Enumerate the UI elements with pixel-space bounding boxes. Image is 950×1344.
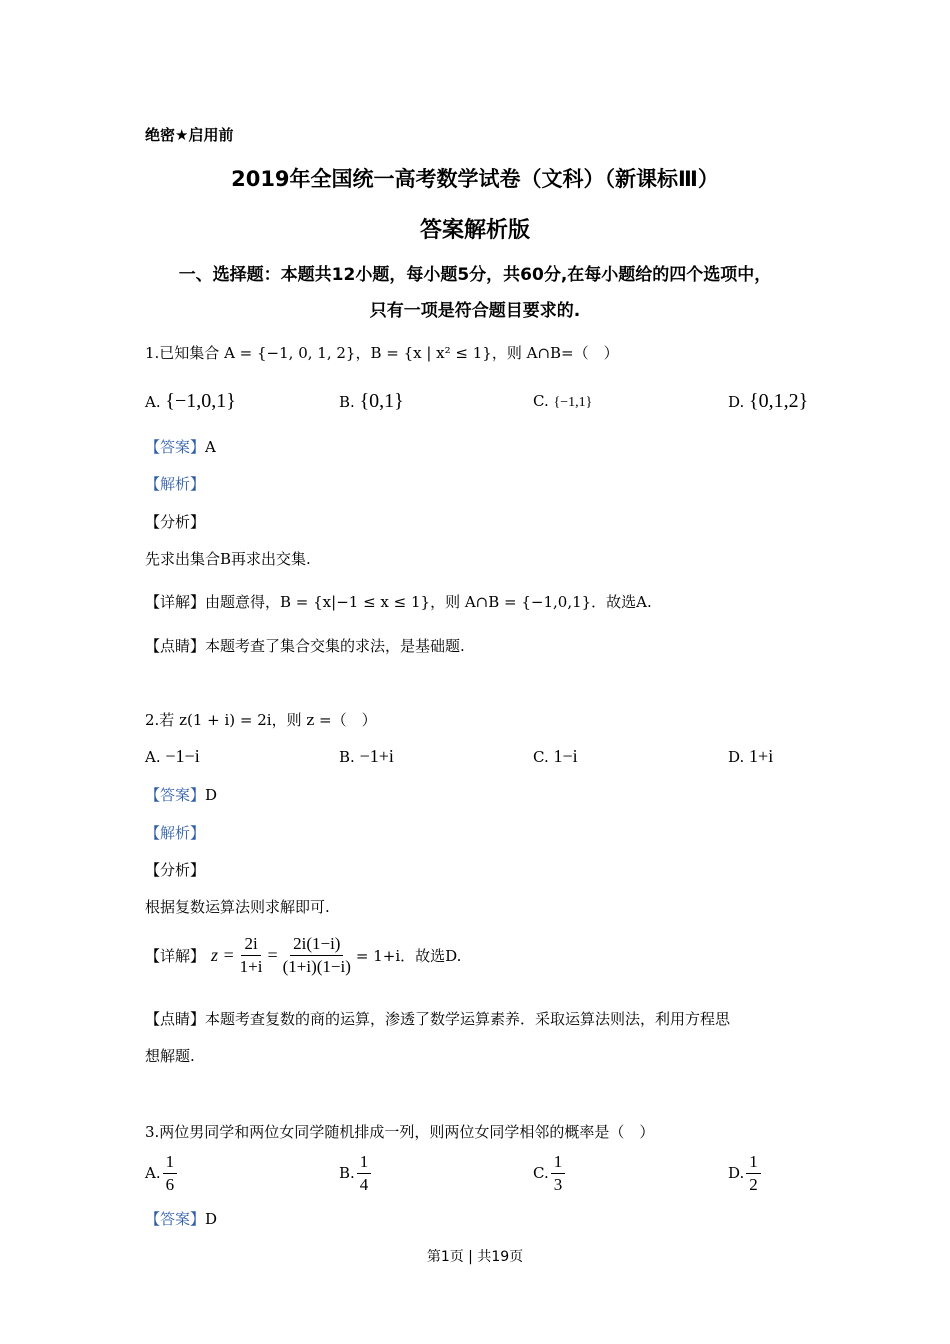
q3-option-a — [145, 1152, 179, 1194]
q3-option-c — [533, 1152, 567, 1194]
fraction-numerator: 1 — [551, 1152, 566, 1174]
answer-value: A — [205, 438, 216, 456]
dianjing-tag: 【点睛】 — [145, 1010, 206, 1028]
option-value: {−1,1} — [553, 395, 593, 410]
q3-stem: 3.两位男同学和两位女同学随机排成一列，则两位女同学相邻的概率是（ ） — [145, 1123, 655, 1141]
dianjing-text: 本题考查复数的商的运算，渗透了数学运算素养．采取运算法则法，利用方程思 — [205, 1010, 731, 1028]
option-label: D. — [728, 748, 745, 766]
option-fraction — [357, 1152, 372, 1194]
answer-tag: 【答案】 — [145, 786, 206, 804]
secret-label: 绝密★启用前 — [145, 126, 234, 144]
answer-tag: 【答案】 — [145, 1210, 206, 1228]
xiangjie-lhs: z = — [211, 944, 235, 965]
fraction-denominator: 1+i — [239, 956, 263, 976]
answer-value: D — [205, 1210, 218, 1228]
option-value: {0,1,2} — [749, 390, 809, 412]
option-label: B. — [339, 1164, 355, 1183]
q1-option-b — [339, 390, 404, 413]
q2-dianjing — [145, 1008, 730, 1029]
option-label: C. — [533, 392, 549, 410]
option-value: −1+i — [359, 746, 394, 766]
q3-answer — [145, 1208, 217, 1229]
q1-jiexi-tag: 【解析】 — [145, 475, 206, 493]
fraction-numerator: 2i — [241, 934, 260, 956]
q1-option-c — [533, 392, 592, 411]
exam-subtitle: 答案解析版 — [419, 218, 530, 243]
option-value: −1−i — [165, 746, 200, 766]
q2-option-c — [533, 746, 578, 767]
q2-option-b — [339, 746, 394, 767]
fraction-numerator: 1 — [163, 1152, 178, 1174]
q2-xiangjie — [145, 934, 461, 976]
answer-tag: 【答案】 — [145, 438, 206, 456]
fraction-numerator: 2i(1−i) — [290, 934, 343, 956]
q1-xiangjie — [145, 591, 652, 612]
fraction-numerator: 1 — [357, 1152, 372, 1174]
q2-fenxi-text: 根据复数运算法则求解即可. — [145, 898, 330, 916]
section-heading-line1: 一、选择题：本题共12小题，每小题5分，共60分,在每小题给的四个选项中， — [178, 265, 772, 285]
fraction-2i-over-1plusi — [237, 934, 266, 976]
fraction-denominator: (1+i)(1−i) — [282, 956, 351, 976]
option-label: A. — [145, 1164, 161, 1183]
option-value: 1−i — [553, 746, 578, 766]
option-label: C. — [533, 1164, 549, 1183]
xiangjie-rhs: = 1+i．故选D. — [355, 946, 462, 965]
section-heading-line2: 只有一项是符合题目要求的. — [369, 301, 581, 321]
xiangjie-tag: 【详解】 — [145, 593, 206, 611]
option-label: D. — [728, 1164, 745, 1183]
option-fraction — [746, 1152, 761, 1194]
xiangjie-text: 由题意得，B = {x|−1 ≤ x ≤ 1}，则 A∩B = {−1,0,1}．故选A. — [205, 593, 652, 611]
q1-option-a — [145, 390, 236, 413]
fraction-denominator: 3 — [553, 1174, 563, 1194]
q2-dianjing-cont: 想解题. — [145, 1047, 195, 1065]
fraction-numerator: 1 — [746, 1152, 761, 1174]
option-value: {−1,0,1} — [165, 390, 236, 412]
q2-answer — [145, 784, 217, 805]
dianjing-tag: 【点睛】 — [145, 637, 206, 655]
q2-option-a — [145, 746, 200, 767]
option-label: C. — [533, 748, 549, 766]
fraction-denominator: 6 — [165, 1174, 175, 1194]
dianjing-text: 本题考查了集合交集的求法，是基础题. — [205, 637, 465, 655]
equals-sign: = — [267, 944, 278, 965]
xiangjie-tag: 【详解】 — [145, 946, 206, 965]
q1-fenxi-tag: 【分析】 — [145, 513, 206, 531]
option-label: A. — [145, 748, 161, 766]
q2-stem: 2.若 z(1 + i) = 2i，则 z =（ ） — [145, 711, 377, 729]
option-label: B. — [339, 748, 355, 766]
option-label: A. — [145, 393, 161, 411]
q1-fenxi-text: 先求出集合B再求出交集. — [145, 550, 311, 568]
option-label: D. — [728, 393, 745, 411]
option-fraction — [551, 1152, 566, 1194]
option-label: B. — [339, 393, 355, 411]
q1-answer — [145, 436, 216, 457]
fraction-denominator: 2 — [749, 1174, 758, 1194]
option-fraction — [163, 1152, 178, 1194]
fraction-expanded — [280, 934, 354, 976]
q3-option-d — [728, 1152, 763, 1194]
q2-jiexi-tag: 【解析】 — [145, 824, 206, 842]
q2-fenxi-tag: 【分析】 — [145, 861, 206, 879]
q1-stem: 1.已知集合 A = {−1, 0, 1, 2}，B = {x | x² ≤ 1}，则 A∩B=（ ） — [145, 344, 619, 362]
option-value: 1+i — [749, 746, 774, 766]
page-footer: 第1页 | 共19页 — [426, 1249, 524, 1265]
fraction-denominator: 4 — [359, 1174, 369, 1194]
exam-title: 2019年全国统一高考数学试卷（文科）（新课标Ⅲ） — [231, 167, 719, 191]
answer-value: D — [205, 786, 218, 804]
q2-option-d — [728, 746, 773, 767]
q1-dianjing — [145, 635, 465, 656]
q3-option-b — [339, 1152, 373, 1194]
option-value: {0,1} — [359, 390, 404, 412]
q1-option-d — [728, 390, 808, 413]
